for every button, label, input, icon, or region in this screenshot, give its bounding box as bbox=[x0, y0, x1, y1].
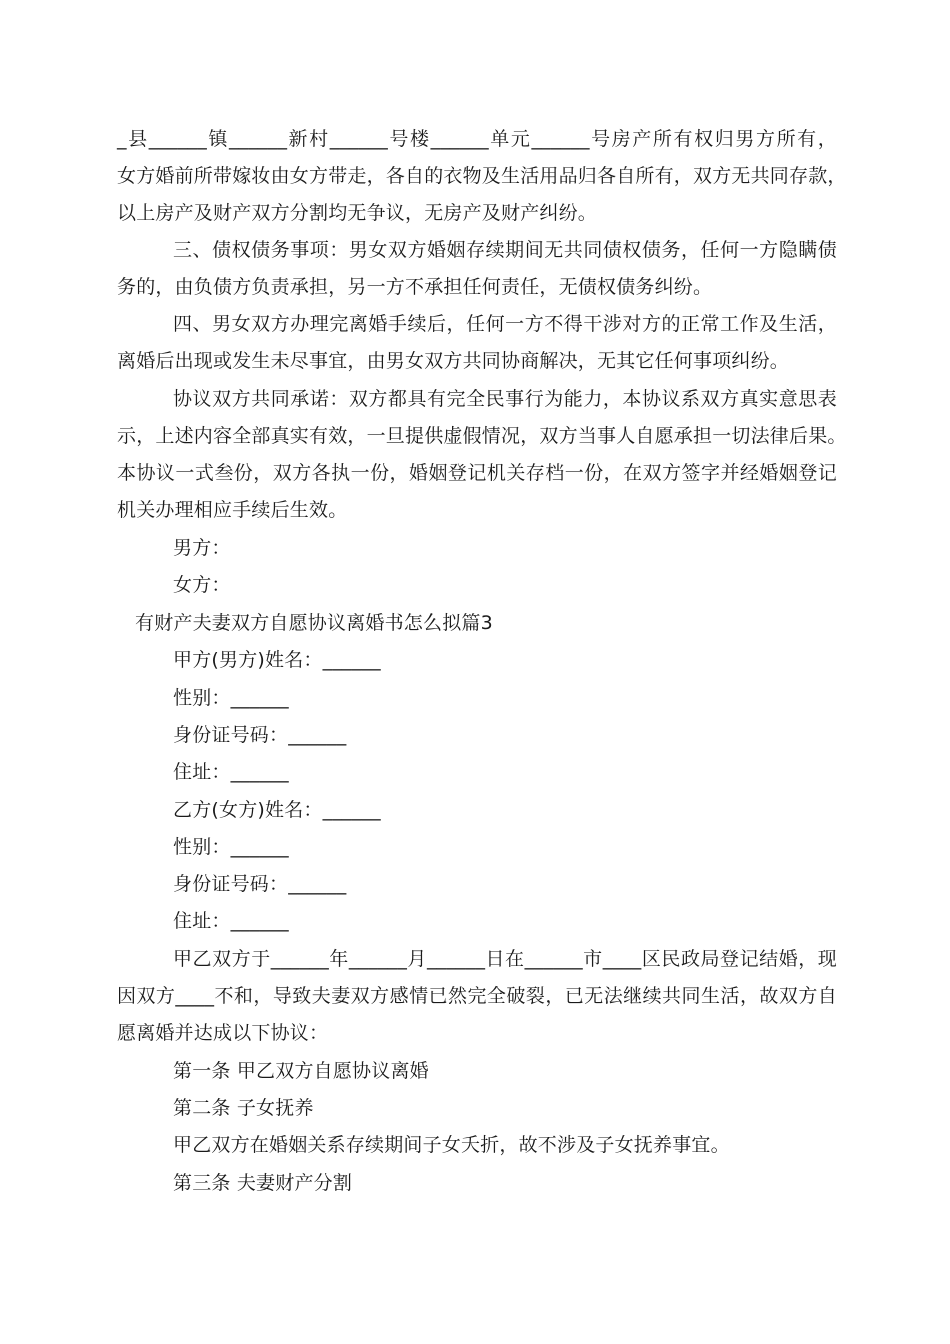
paragraph-line: 甲乙双方在婚姻关系存续期间子女夭折，故不涉及子女抚养事宜。 bbox=[173, 1134, 730, 1156]
form-field-line: 身份证号码：______ bbox=[173, 873, 347, 895]
paragraph-line: 愿离婚并达成以下协议： bbox=[117, 1022, 329, 1044]
paragraph-line: 示，上述内容全部真实有效，一旦提供虚假情况，双方当事人自愿承担一切法律后果。 bbox=[117, 425, 847, 447]
article-heading: 第一条 甲乙双方自愿协议离婚 bbox=[173, 1060, 429, 1082]
section-title: 有财产夫妻双方自愿协议离婚书怎么拟篇3 bbox=[135, 612, 493, 634]
form-field-line: 乙方(女方)姓名：______ bbox=[173, 799, 381, 821]
form-field-line: 性别：______ bbox=[173, 836, 289, 858]
paragraph-line: 离婚后出现或发生未尽事宜，由男女双方共同协商解决，无其它任何事项纠纷。 bbox=[117, 350, 790, 372]
paragraph-line: 以上房产及财产双方分割均无争议，无房产及财产纠纷。 bbox=[117, 202, 598, 224]
form-field-line: 住址：______ bbox=[173, 761, 289, 783]
paragraph-line: 务的，由负债方负责承担，另一方不承担任何责任，无债权债务纠纷。 bbox=[117, 276, 713, 298]
paragraph-line: _县______镇______新村______号楼______单元______号房产所有权归男方所有， bbox=[117, 128, 837, 150]
paragraph-line: 三、债权债务事项：男女双方婚姻存续期间无共同债权债务，任何一方隐瞒债 bbox=[173, 239, 837, 261]
signature-label-male: 男方： bbox=[173, 537, 231, 559]
paragraph-line: 机关办理相应手续后生效。 bbox=[117, 499, 348, 521]
form-field-line: 身份证号码：______ bbox=[173, 724, 347, 746]
paragraph-line: 甲乙双方于______年______月______日在______市____区民政局登记结婚，现 bbox=[173, 948, 837, 970]
form-field-line: 住址：______ bbox=[173, 910, 289, 932]
paragraph-line: 因双方____不和，导致夫妻双方感情已然完全破裂，已无法继续共同生活，故双方自 bbox=[117, 985, 837, 1007]
paragraph-line: 女方婚前所带嫁妆由女方带走，各自的衣物及生活用品归各自所有，双方无共同存款， bbox=[117, 165, 847, 187]
paragraph-line: 协议双方共同承诺：双方都具有完全民事行为能力，本协议系双方真实意思表 bbox=[173, 388, 837, 410]
article-heading: 第二条 子女抚养 bbox=[173, 1097, 314, 1119]
form-field-line: 性别：______ bbox=[173, 687, 289, 709]
article-heading: 第三条 夫妻财产分割 bbox=[173, 1172, 353, 1194]
paragraph-line: 本协议一式叁份，双方各执一份，婚姻登记机关存档一份，在双方签字并经婚姻登记 bbox=[117, 462, 837, 484]
signature-label-female: 女方： bbox=[173, 574, 231, 596]
form-field-line: 甲方(男方)姓名：______ bbox=[173, 649, 381, 671]
paragraph-line: 四、男女双方办理完离婚手续后，任何一方不得干涉对方的正常工作及生活， bbox=[173, 313, 837, 335]
